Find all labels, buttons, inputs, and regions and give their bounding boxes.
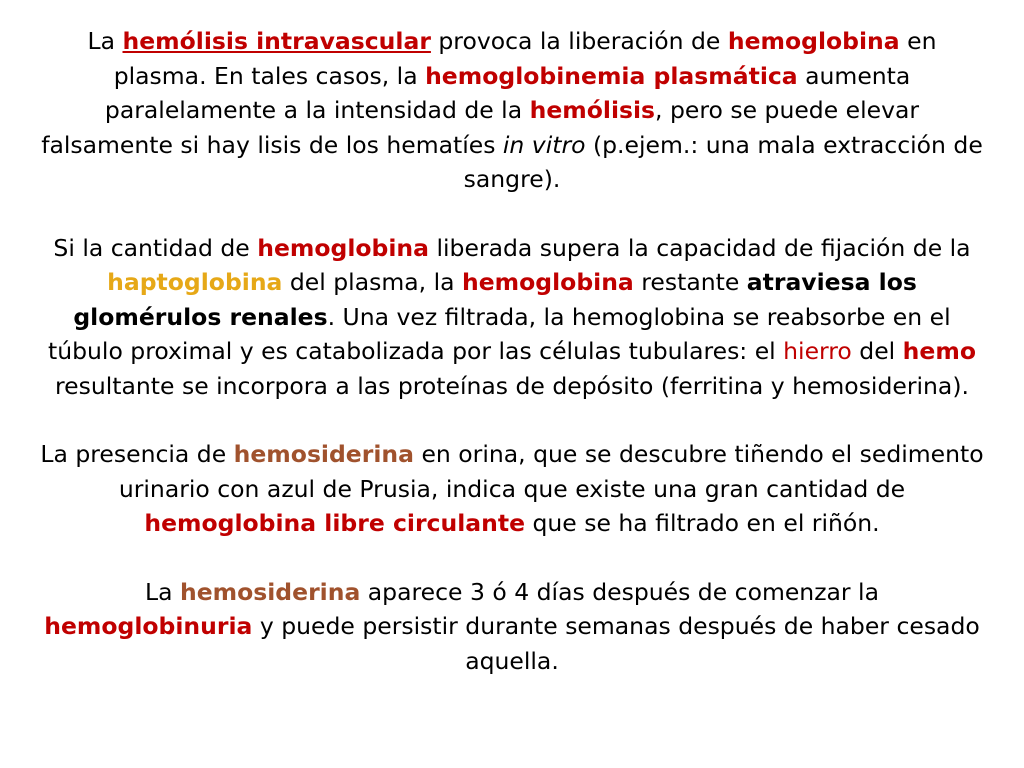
text-segment: en orina, que se descubre tiñendo el sedimento urinario con azul de Prusia, indica que existe una gran cantidad de <box>118 440 984 503</box>
text-segment: Si la cantidad de <box>53 233 258 262</box>
paragraph-3 <box>40 437 984 541</box>
emphasized-term: hemosiderina <box>233 440 414 468</box>
text-segment: La presencia de <box>40 440 234 468</box>
text-segment: , pero se puede elevar falsamente si hay lisis de los hematíes <box>41 96 920 159</box>
emphasized-term: hemoglobina <box>727 27 900 55</box>
emphasized-term: in vitro <box>502 130 586 159</box>
text-segment: liberada supera la capacidad de fijación de la <box>429 233 971 262</box>
emphasized-term: hemoglobinuria <box>44 612 253 640</box>
emphasized-term: hemólisis <box>529 96 656 124</box>
text-segment: del plasma, la <box>282 268 462 296</box>
text-segment: . Una vez filtrada, la hemoglobina se reabsorbe en el túbulo proximal y es catabolizada por las células tubulares: el <box>48 302 951 365</box>
text-segment: aparece 3 ó 4 días después de comenzar la <box>360 577 879 606</box>
emphasized-term: hemoglobina <box>462 268 634 296</box>
emphasized-term: hemosiderina <box>179 577 361 606</box>
text-segment: aumenta paralelamente a la intensidad de la <box>104 61 911 124</box>
text-segment: que se ha filtrado en el riñón. <box>525 509 880 537</box>
text-segment: resultante se incorpora a las proteínas de depósito (ferritina y hemosiderina). <box>55 371 969 400</box>
paragraph-2 <box>40 231 984 404</box>
emphasized-term: hemoglobina libre circulante <box>144 509 526 537</box>
emphasized-term: hemo <box>902 337 976 365</box>
emphasized-term: hemoglobina <box>257 233 430 262</box>
emphasized-term: haptoglobina <box>107 268 283 296</box>
text-segment: La <box>145 577 180 606</box>
emphasized-term: hemólisis intravascular <box>122 27 431 55</box>
text-segment: y puede persistir durante semanas después de haber cesado aquella. <box>252 612 980 675</box>
text-segment: del <box>851 337 903 365</box>
slide-body <box>40 24 984 678</box>
paragraph-4 <box>40 575 984 679</box>
emphasized-term: hierro <box>783 337 852 365</box>
text-segment: provoca la liberación de <box>430 27 728 55</box>
text-segment: en plasma. En tales casos, la <box>113 27 937 90</box>
text-segment: La <box>87 27 123 55</box>
paragraph-1 <box>40 24 984 197</box>
text-segment: restante <box>633 268 747 296</box>
emphasized-term: hemoglobinemia plasmática <box>425 61 798 90</box>
text-segment: (p.ejem.: una mala extracción de sangre). <box>463 130 983 193</box>
emphasized-term: atraviesa los glomérulos renales <box>73 268 917 331</box>
